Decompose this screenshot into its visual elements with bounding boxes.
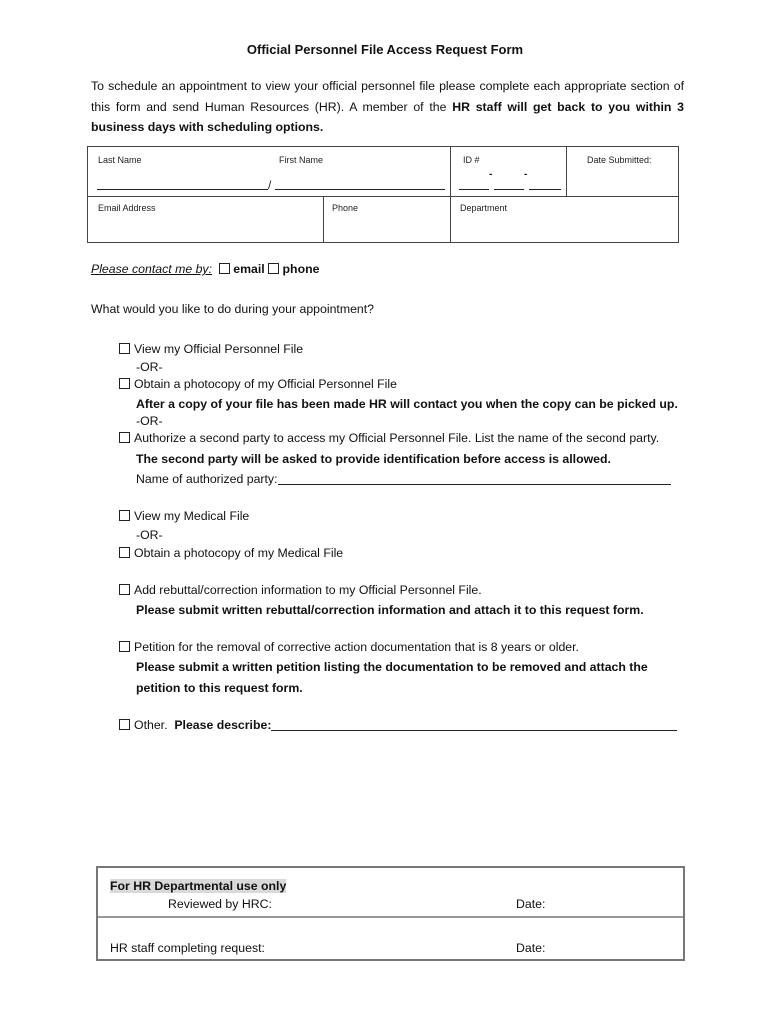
or-separator: -OR- [136, 360, 163, 374]
other-describe-label: Please describe: [174, 718, 272, 732]
id-field-part-2[interactable] [494, 189, 524, 190]
photocopy-personnel-checkbox[interactable] [119, 378, 130, 389]
first-name-field[interactable] [275, 189, 445, 190]
or-separator: -OR- [136, 528, 163, 542]
info-table [87, 146, 679, 243]
contact-phone-label: phone [282, 262, 320, 276]
name-cell [88, 147, 451, 197]
staff-date-label: Date: [516, 941, 546, 955]
rebuttal-label: Add rebuttal/correction information to my Official Personnel File. [134, 583, 482, 597]
other-label: Other. [134, 718, 168, 732]
appointment-question: What would you like to do during your appointment? [91, 302, 374, 316]
contact-email-checkbox[interactable] [219, 263, 230, 274]
contact-email-label: email [233, 262, 265, 276]
phone-label: Phone [332, 203, 359, 213]
intro-bold-text: HR staff will get back to you within 3 business days with scheduling options. [91, 99, 685, 134]
option-petition [119, 640, 579, 654]
authorized-party-field[interactable] [278, 472, 671, 485]
authorize-second-party-label: Authorize a second party to access my Official Personnel File. List the name of the second party. [134, 431, 660, 445]
or-separator: -OR- [136, 414, 163, 428]
form-title: Official Personnel File Access Request Form [246, 42, 524, 57]
authorized-party-row [136, 472, 671, 486]
view-personnel-checkbox[interactable] [119, 343, 130, 354]
id-field-part-3[interactable] [529, 189, 561, 190]
photocopy-medical-label: Obtain a photocopy of my Medical File [134, 546, 344, 560]
rebuttal-checkbox[interactable] [119, 584, 130, 595]
option-authorize-second-party [119, 431, 659, 445]
rebuttal-note: Please submit written rebuttal/correction information and attach it to this request form. [136, 603, 644, 617]
photocopy-personnel-label: Obtain a photocopy of my Official Personnel File [134, 377, 397, 391]
hr-box-divider [98, 916, 683, 918]
name-separator: / [268, 178, 272, 192]
option-view-personnel [119, 342, 303, 356]
last-name-field[interactable] [97, 189, 268, 190]
first-name-label: First Name [279, 155, 324, 165]
view-personnel-label: View my Official Personnel File [134, 342, 304, 356]
phone-cell[interactable] [324, 197, 451, 243]
photocopy-medical-checkbox[interactable] [119, 547, 130, 558]
last-name-label: Last Name [98, 155, 142, 165]
id-cell [451, 147, 567, 197]
petition-label: Petition for the removal of corrective action documentation that is 8 years or older. [134, 640, 579, 654]
date-submitted-cell[interactable] [567, 147, 679, 197]
date-submitted-label: Date Submitted: [587, 155, 652, 165]
intro-text: To schedule an appointment to view your official personnel file please complete each appropriate section of this form and send Human Resources (HR). A member of the [91, 79, 684, 114]
department-label: Department [460, 203, 508, 213]
id-dash-1: - [489, 169, 493, 180]
id-field-part-1[interactable] [459, 189, 489, 190]
id-dash-2: - [524, 169, 528, 180]
photocopy-note: After a copy of your file has been made HR will contact you when the copy can be picked up. [136, 397, 678, 411]
intro-paragraph [91, 76, 684, 138]
petition-checkbox[interactable] [119, 641, 130, 652]
staff-completing-label: HR staff completing request: [110, 941, 265, 955]
reviewed-by-label: Reviewed by HRC: [168, 897, 272, 911]
contact-preference [91, 262, 319, 276]
view-medical-label: View my Medical File [134, 509, 250, 523]
authorize-second-party-checkbox[interactable] [119, 432, 130, 443]
contact-label: Please contact me by: [91, 262, 212, 276]
other-describe-field[interactable] [271, 718, 677, 731]
option-photocopy-personnel [119, 377, 397, 391]
option-photocopy-medical [119, 546, 343, 560]
second-party-note: The second party will be asked to provide identification before access is allowed. [136, 452, 611, 466]
reviewed-date-label: Date: [516, 897, 546, 911]
hr-use-box [96, 866, 685, 961]
contact-phone-checkbox[interactable] [268, 263, 279, 274]
option-view-medical [119, 509, 249, 523]
authorized-party-label: Name of authorized party: [136, 472, 278, 486]
department-cell[interactable] [451, 197, 679, 243]
id-label: ID # [463, 155, 480, 165]
petition-note-line-1: Please submit a written petition listing the documentation to be removed and attach the [136, 660, 648, 674]
view-medical-checkbox[interactable] [119, 510, 130, 521]
email-cell[interactable] [88, 197, 324, 243]
petition-note-line-2: petition to this request form. [136, 681, 303, 695]
hr-use-heading: For HR Departmental use only [110, 879, 287, 893]
email-label: Email Address [98, 203, 156, 213]
option-rebuttal [119, 583, 482, 597]
option-other [119, 718, 677, 732]
other-checkbox[interactable] [119, 719, 130, 730]
